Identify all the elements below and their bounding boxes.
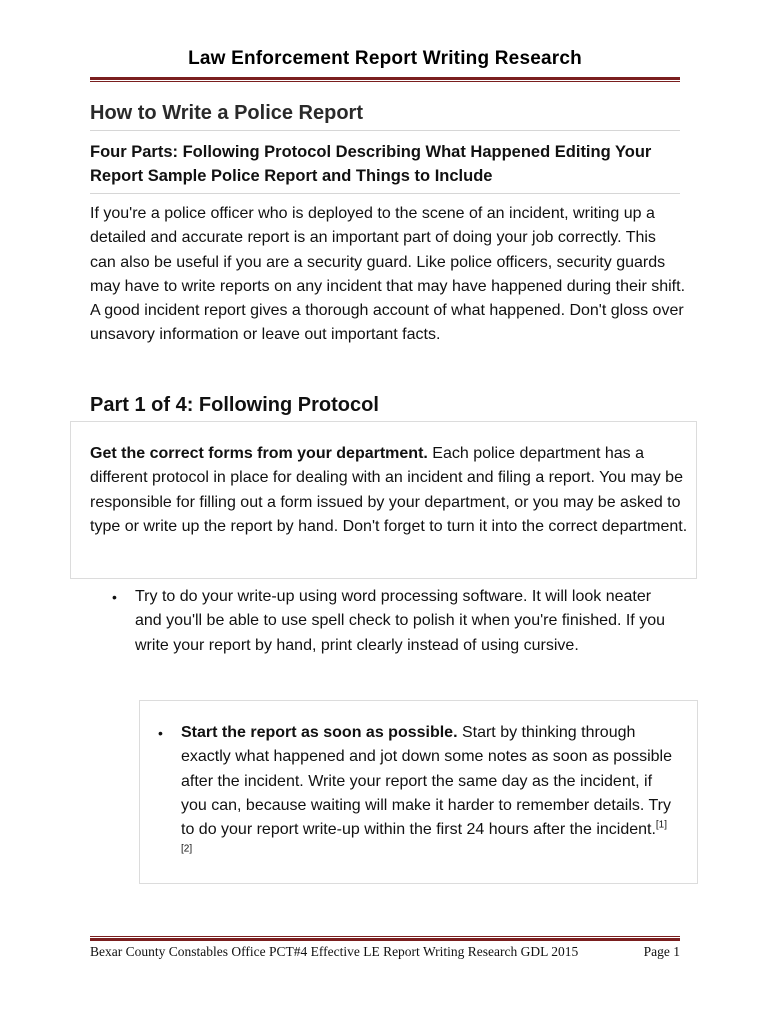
page-footer (90, 944, 680, 960)
step-1-text (90, 442, 690, 539)
intro-paragraph: If you're a police officer who is deployed to the scene of an incident, writing up a detailed and accurate report is an important part of doing your job correctly. This can also be useful if you are a security guard. Like police officers, security guards may have to write reports on any incident that may have happened during their shift. A good incident report gives a thorough account of what happened. Don't gloss over unsavory information or leave out important facts. (90, 205, 686, 344)
reference-links[interactable]: [1] [2] (181, 819, 668, 856)
tip-list (112, 585, 672, 658)
step-2-text (181, 721, 678, 867)
list-item (112, 585, 672, 658)
step-2-body: Start by thinking through exactly what happened and jot down some notes as soon as possible after the incident. Write your report the same day as the incident, if you can, because waiting will make it harder to remember details. Try to do your report write-up within the first 24 hours after the incident. (181, 724, 672, 839)
article-title: How to Write a Police Report (90, 102, 680, 131)
bullet-icon: • (158, 725, 163, 741)
step-1-bold: Get the correct forms from your department. (90, 445, 428, 462)
step-2-list (158, 721, 678, 867)
step-1-body: Each police department has a different protocol in place for dealing with an incident and filing a report. You may be responsible for filling out a form issued by your department, or you may be asked to type or write up the report by hand. Don't forget to turn it into the correct department. (90, 445, 688, 535)
list-item (158, 721, 678, 867)
page-number: Page 1 (643, 944, 680, 959)
document-header-title: Law Enforcement Report Writing Research (188, 48, 582, 69)
footer-rule (90, 936, 680, 941)
footer-text: Bexar County Constables Office PCT#4 Effective LE Report Writing Research GDL 2015 (90, 944, 579, 959)
part-1-heading: Part 1 of 4: Following Protocol (90, 394, 379, 416)
step-2-bold: Start the report as soon as possible. (181, 724, 458, 741)
header-rule (90, 77, 680, 82)
bullet-icon: • (112, 589, 117, 605)
tip-text: Try to do your write-up using word processing software. It will look neater and you'll be able to use spell check to polish it when you're finished. If you write your report by hand, print clearly instead of using cursive. (135, 588, 665, 654)
article-subtitle: Four Parts: Following Protocol Describing What Happened Editing Your Report Sample Police Report and Things to Include (90, 140, 680, 194)
